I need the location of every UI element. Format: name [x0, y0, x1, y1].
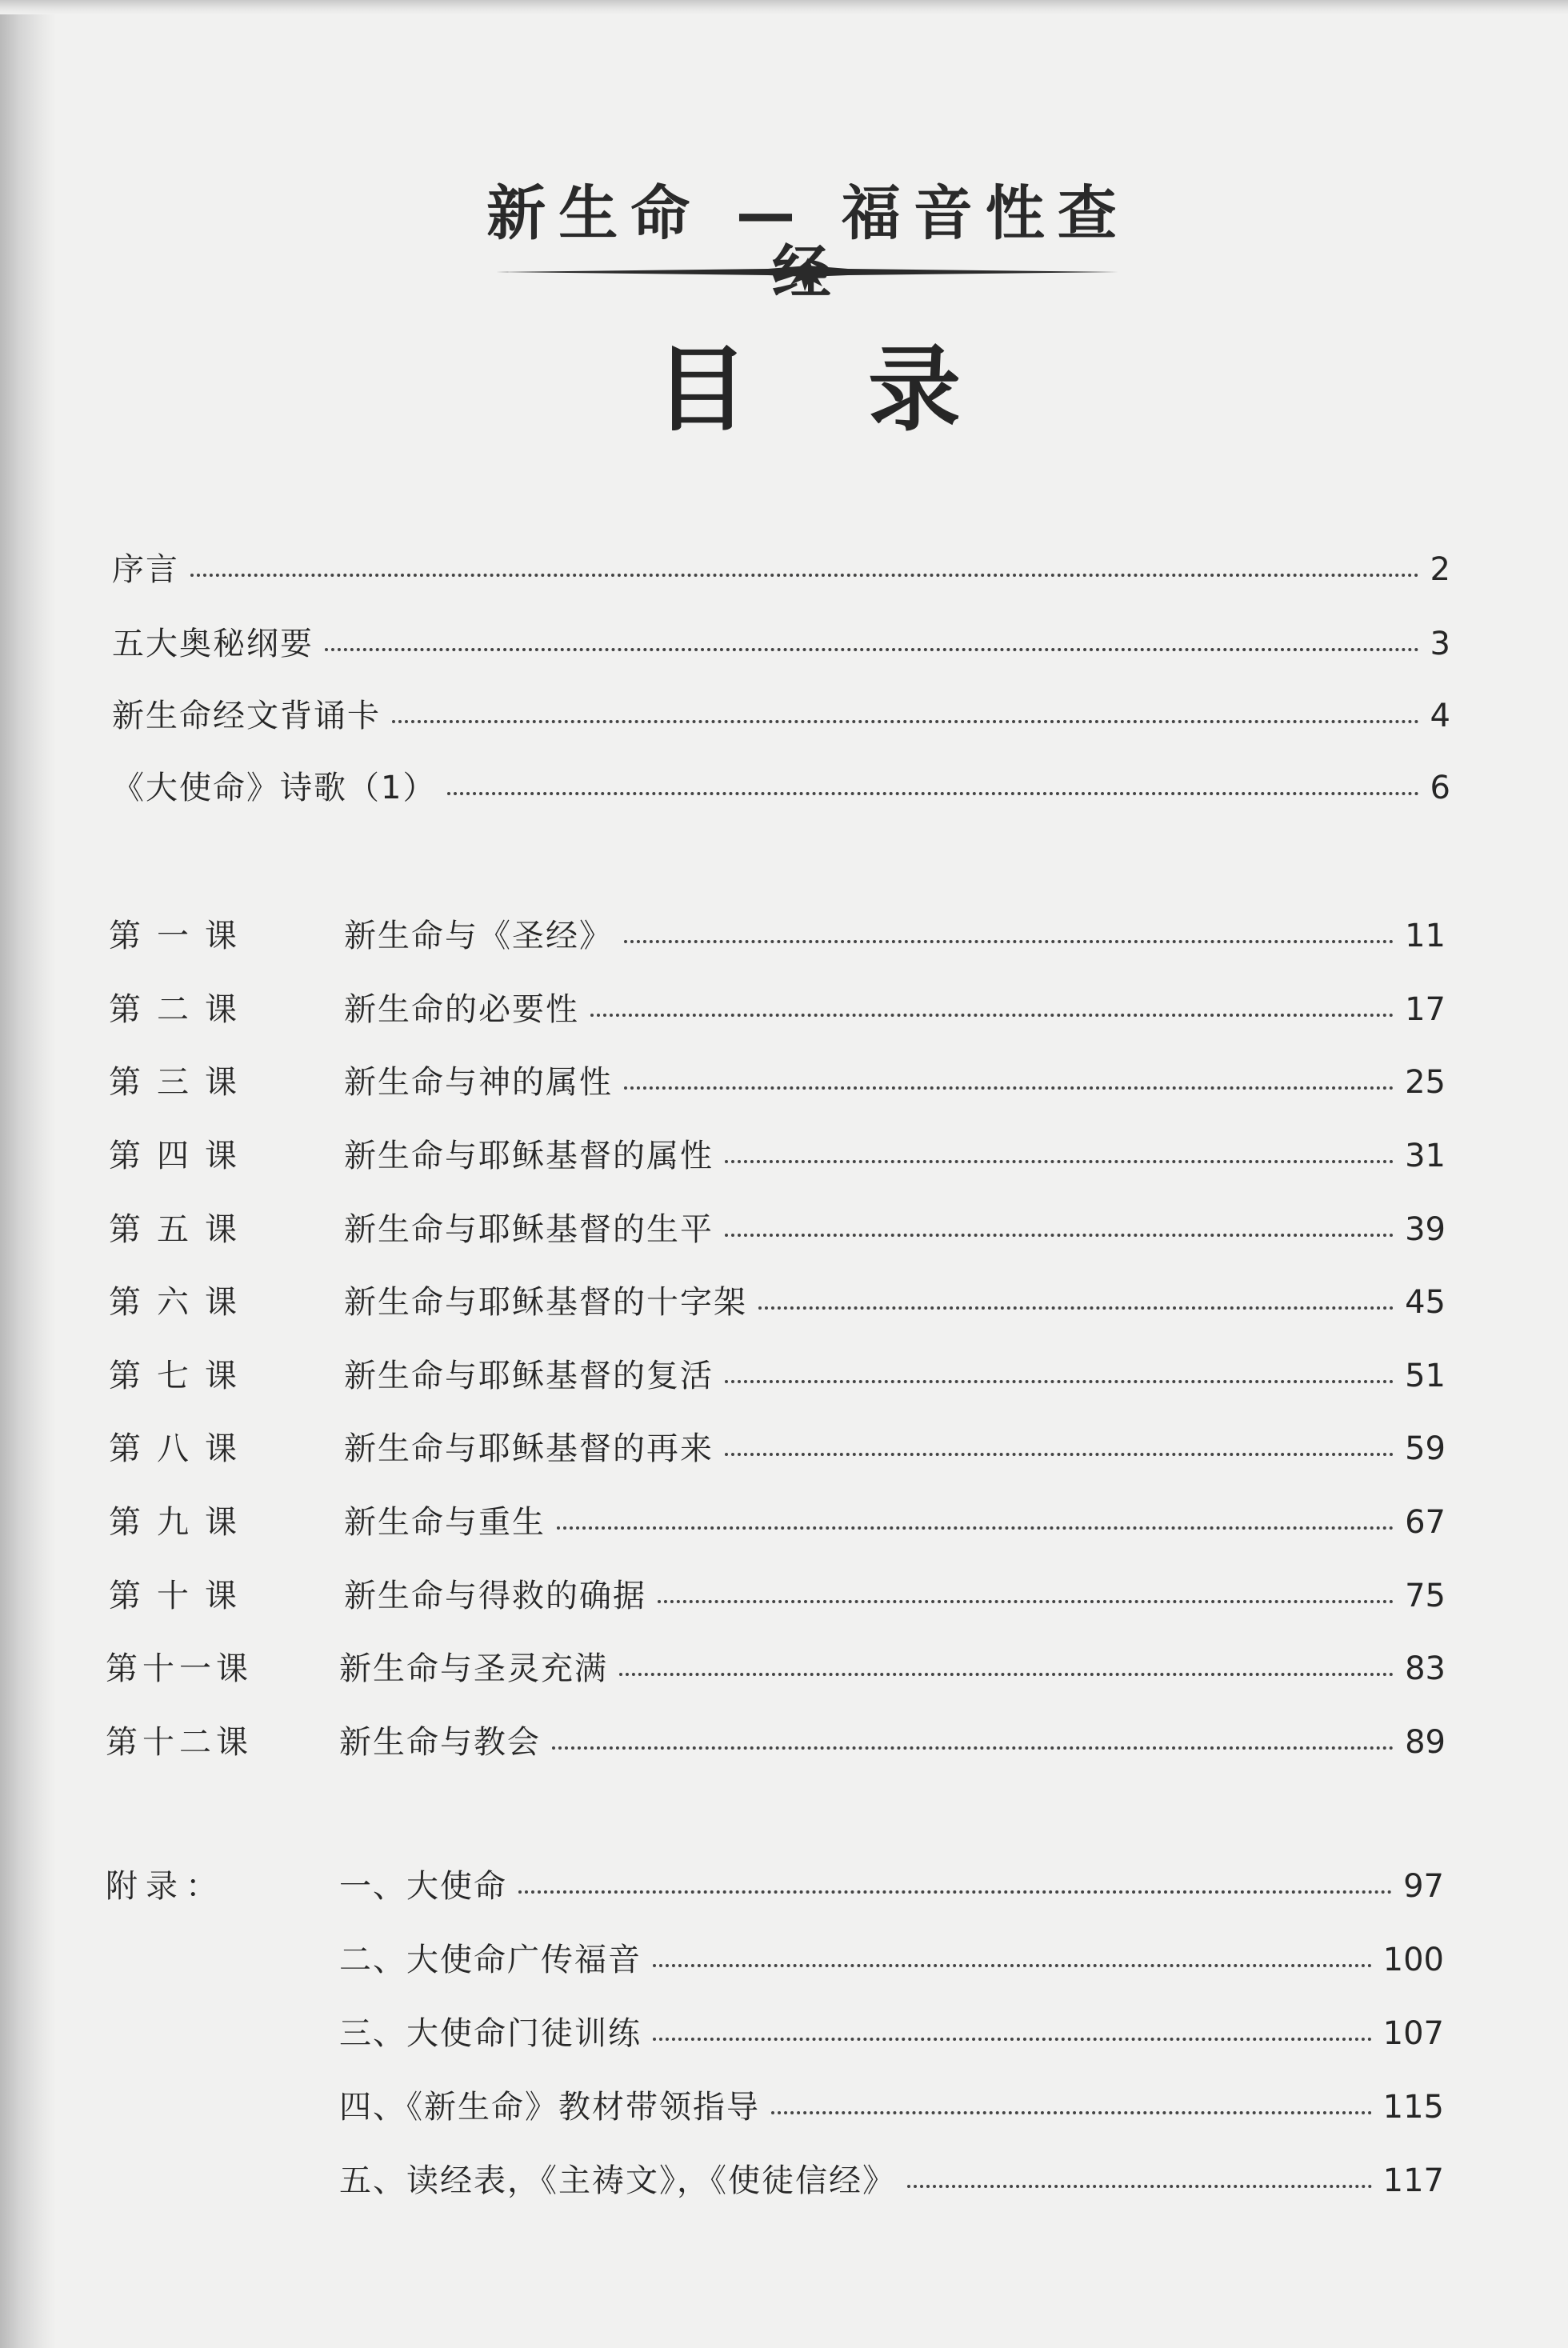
- toc-entry-label: 二、大使命广传福音: [339, 1942, 642, 1978]
- toc-entry-label: 新生命与耶稣基督的再来: [344, 1430, 714, 1467]
- lesson-number: 第九课: [109, 1504, 253, 1541]
- toc-entry-page: 117: [1382, 2162, 1444, 2199]
- scan-shadow-edge: [0, 0, 56, 2348]
- toc-entry-label: 《大使命》诗歌（1）: [112, 770, 437, 806]
- toc-entry-page: 2: [1430, 551, 1450, 588]
- lesson-number: 第四课: [109, 1138, 253, 1174]
- toc-lesson-7[interactable]: [344, 1360, 1446, 1392]
- toc-leader-dots: [907, 2185, 1372, 2188]
- toc-entry-label: 新生命与圣灵充满: [339, 1650, 608, 1687]
- lesson-number: 第八课: [109, 1430, 253, 1467]
- toc-entry-page: 6: [1430, 770, 1450, 806]
- toc-leader-dots: [447, 792, 1418, 795]
- toc-lesson-11[interactable]: [339, 1650, 1446, 1687]
- toc-entry-page: 97: [1403, 1868, 1444, 1905]
- lesson-number: 第二课: [109, 991, 253, 1028]
- toc-entry-label: 新生命与教会: [339, 1724, 541, 1761]
- appendix-label: 附录：: [106, 1868, 226, 1905]
- toc-lesson-10[interactable]: [344, 1580, 1446, 1612]
- lesson-number: 第十课: [109, 1578, 253, 1614]
- toc-entry-label: 新生命的必要性: [344, 991, 579, 1028]
- toc-entry-page: 3: [1430, 626, 1450, 662]
- toc-lesson-12[interactable]: [339, 1724, 1446, 1761]
- toc-entry-label: 新生命与神的属性: [344, 1064, 613, 1101]
- toc-entry-memory-cards[interactable]: [112, 700, 1450, 732]
- toc-lesson-6[interactable]: [344, 1284, 1446, 1321]
- lesson-number: 第五课: [109, 1211, 253, 1248]
- series-title: 新生命 — 福音性查: [486, 179, 1130, 248]
- toc-leader-dots: [725, 1380, 1394, 1383]
- toc-entry-label: 三、大使命门徒训练: [339, 2015, 642, 2052]
- toc-leader-dots: [590, 1014, 1394, 1017]
- toc-appendix-1[interactable]: [339, 1868, 1444, 1905]
- toc-entry-page: 4: [1430, 698, 1450, 734]
- toc-leader-dots: [325, 648, 1419, 651]
- toc-appendix-4[interactable]: [339, 2089, 1444, 2126]
- toc-entry-label: 新生命与耶稣基督的属性: [344, 1138, 714, 1174]
- lesson-number: 第一课: [109, 918, 253, 954]
- lesson-number: 第十二课: [106, 1724, 253, 1761]
- lesson-number: 第三课: [109, 1064, 253, 1101]
- toc-leader-dots: [624, 1086, 1394, 1090]
- toc-entry-preface[interactable]: [112, 551, 1450, 588]
- toc-entry-page: 115: [1382, 2089, 1444, 2126]
- toc-entry-page: 11: [1405, 918, 1446, 954]
- toc-lesson-8[interactable]: [344, 1430, 1446, 1467]
- toc-leader-dots: [624, 940, 1394, 943]
- toc-entry-label: 新生命经文背诵卡: [112, 698, 381, 734]
- toc-leader-dots: [771, 2111, 1372, 2114]
- toc-entry-page: 51: [1405, 1358, 1446, 1394]
- toc-entry-label: 新生命与耶稣基督的十字架: [344, 1284, 747, 1321]
- toc-appendix-5[interactable]: [339, 2162, 1444, 2199]
- toc-lesson-1[interactable]: [344, 920, 1446, 952]
- toc-entry-page: 59: [1405, 1430, 1446, 1467]
- toc-entry-label: 五、读经表，《主祷文》，《使徒信经》: [339, 2162, 896, 2199]
- toc-appendix-3[interactable]: [339, 2015, 1444, 2052]
- toc-entry-page: 39: [1405, 1211, 1446, 1248]
- toc-entry-label: 新生命与重生: [344, 1504, 546, 1541]
- toc-entry-label: 新生命与《圣经》: [344, 918, 613, 954]
- toc-entry-page: 75: [1405, 1578, 1446, 1614]
- toc-entry-label: 新生命与耶稣基督的生平: [344, 1211, 714, 1248]
- toc-leader-dots: [552, 1746, 1394, 1750]
- toc-entry-label: 新生命与得救的确据: [344, 1578, 646, 1614]
- ornament-divider: [496, 254, 1120, 294]
- toc-leader-dots: [758, 1306, 1394, 1310]
- lesson-number: 第七课: [109, 1358, 253, 1394]
- toc-entry-label: 新生命与耶稣基督的复活: [344, 1358, 714, 1394]
- toc-entry-outline[interactable]: [112, 628, 1450, 660]
- toc-leader-dots: [658, 1600, 1394, 1603]
- toc-entry-label: 序言: [112, 551, 179, 588]
- toc-appendix-2[interactable]: [339, 1944, 1444, 1976]
- toc-entry-page: 67: [1405, 1504, 1446, 1541]
- toc-entry-page: 100: [1382, 1942, 1444, 1978]
- toc-leader-dots: [653, 1964, 1372, 1967]
- toc-entry-page: 17: [1405, 991, 1446, 1028]
- toc-leader-dots: [725, 1453, 1394, 1456]
- toc-lesson-5[interactable]: [344, 1211, 1446, 1248]
- toc-leader-dots: [518, 1890, 1392, 1894]
- toc-lesson-9[interactable]: [344, 1504, 1446, 1541]
- toc-entry-page: 107: [1382, 2015, 1444, 2052]
- toc-entry-page: 45: [1405, 1284, 1446, 1321]
- toc-entry-label: 四、《新生命》教材带领指导: [339, 2089, 760, 2126]
- toc-entry-page: 31: [1405, 1138, 1446, 1174]
- page-title: 目录: [655, 336, 1081, 444]
- toc-lesson-4[interactable]: [344, 1140, 1446, 1172]
- toc-lesson-2[interactable]: [344, 991, 1446, 1028]
- toc-leader-dots: [392, 720, 1419, 723]
- toc-entry-page: 83: [1405, 1650, 1446, 1687]
- lesson-number: 第十一课: [106, 1650, 253, 1687]
- toc-leader-dots: [725, 1160, 1394, 1163]
- lesson-number: 第六课: [109, 1284, 253, 1321]
- toc-leader-dots: [653, 2038, 1372, 2041]
- toc-leader-dots: [619, 1673, 1394, 1676]
- toc-entry-label: 五大奥秘纲要: [112, 626, 314, 662]
- toc-lesson-3[interactable]: [344, 1064, 1446, 1101]
- toc-entry-page: 89: [1405, 1724, 1446, 1761]
- toc-entry-label: 一、大使命: [339, 1868, 507, 1905]
- toc-entry-page: 25: [1405, 1064, 1446, 1101]
- toc-entry-hymn[interactable]: [112, 772, 1450, 804]
- toc-leader-dots: [725, 1234, 1394, 1237]
- toc-leader-dots: [557, 1526, 1394, 1530]
- scan-shadow-top: [0, 0, 1568, 14]
- toc-leader-dots: [190, 574, 1419, 577]
